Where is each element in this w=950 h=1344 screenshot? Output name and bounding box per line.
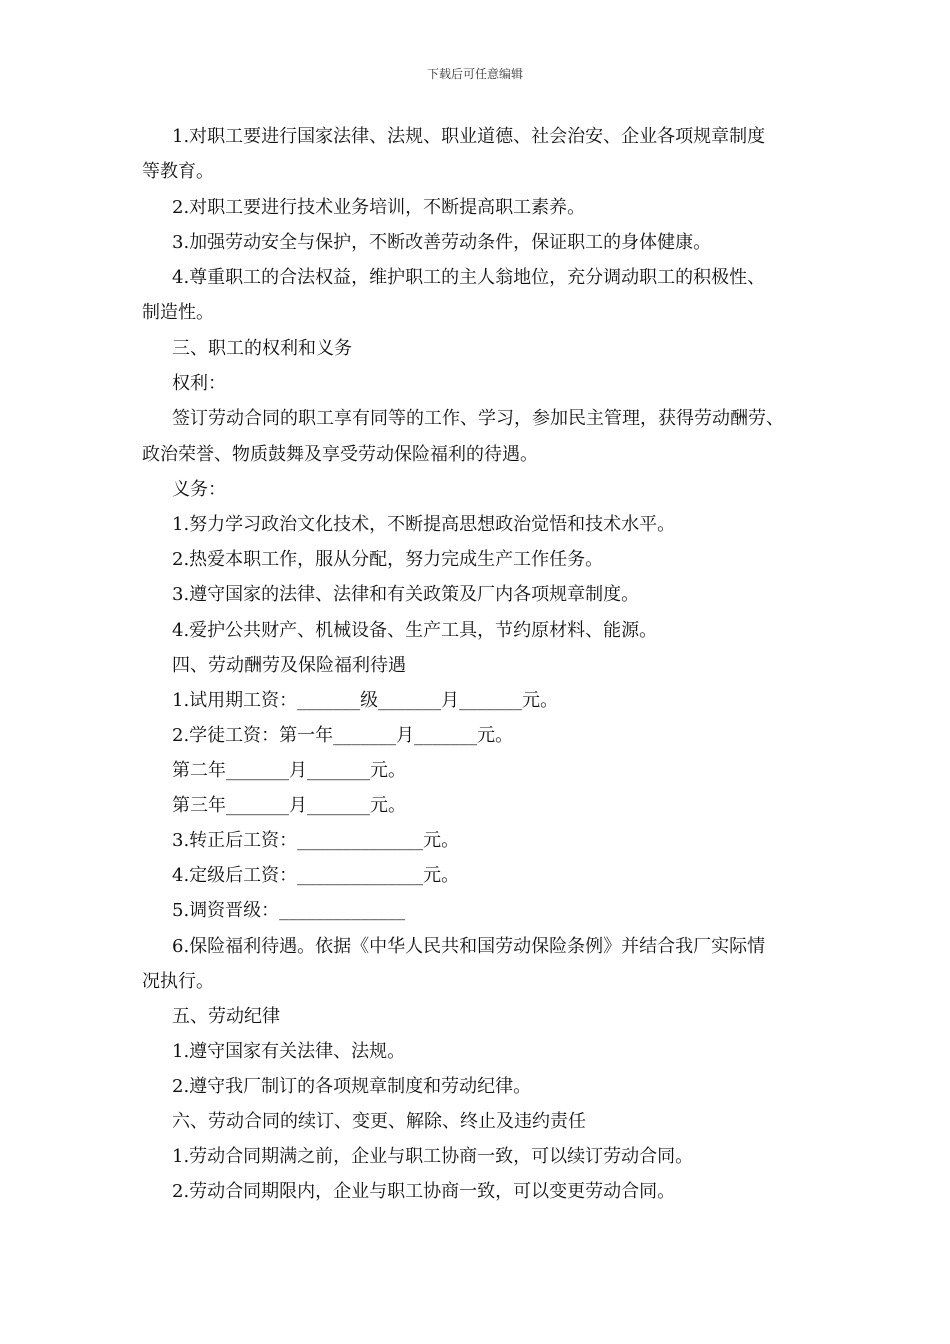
- section-heading: 四、劳动酬劳及保险福利待遇: [172, 655, 406, 676]
- paragraph-line: 2.对职工要进行技术业务培训，不断提高职工素养。: [172, 197, 586, 218]
- form-line: 4.定级后工资：______________元。: [172, 865, 460, 886]
- paragraph-line: 1.遵守国家有关法律、法规。: [172, 1041, 406, 1062]
- form-line: 第三年_______月_______元。: [172, 795, 406, 816]
- form-line: 3.转正后工资：______________元。: [172, 830, 460, 851]
- paragraph-line: 1.对职工要进行国家法律、法规、职业道德、社会治安、企业各项规章制度: [172, 126, 766, 147]
- form-line: 第二年_______月_______元。: [172, 760, 406, 781]
- form-line: 2.学徒工资：第一年_______月_______元。: [172, 725, 514, 746]
- paragraph-line: 1.努力学习政治文化技术，不断提高思想政治觉悟和技术水平。: [172, 514, 676, 535]
- section-heading: 五、劳动纪律: [172, 1006, 280, 1027]
- paragraph-line: 2.热爱本职工作，服从分配，努力完成生产工作任务。: [172, 549, 604, 570]
- paragraph-line: 等教育。: [142, 161, 214, 182]
- form-line: 5.调资晋级：______________: [172, 900, 406, 921]
- paragraph-line: 制造性。: [142, 302, 214, 323]
- paragraph-line: 2.劳动合同期限内，企业与职工协商一致，可以变更劳动合同。: [172, 1181, 676, 1202]
- paragraph-line: 况执行。: [142, 971, 214, 992]
- paragraph-line: 4.爱护公共财产、机械设备、生产工具，节约原材料、能源。: [172, 620, 658, 641]
- paragraph-line: 签订劳动合同的职工享有同等的工作、学习，参加民主管理，获得劳动酬劳、: [172, 408, 784, 429]
- section-heading: 六、劳动合同的续订、变更、解除、终止及违约责任: [172, 1111, 586, 1132]
- section-heading: 三、职工的权利和义务: [172, 338, 352, 359]
- paragraph-line: 政治荣誉、物质鼓舞及享受劳动保险福利的待遇。: [142, 444, 538, 465]
- paragraph-line: 1.劳动合同期满之前，企业与职工协商一致，可以续订劳动合同。: [172, 1146, 694, 1167]
- subheading: 义务：: [172, 479, 226, 500]
- paragraph-line: 4.尊重职工的合法权益，维护职工的主人翁地位，充分调动职工的积极性、: [172, 267, 766, 288]
- paragraph-line: 2.遵守我厂制订的各项规章制度和劳动纪律。: [172, 1076, 532, 1097]
- paragraph-line: 3.加强劳动安全与保护，不断改善劳动条件，保证职工的身体健康。: [172, 232, 712, 253]
- form-line: 1.试用期工资：_______级_______月_______元。: [172, 690, 559, 711]
- subheading: 权利：: [172, 373, 226, 394]
- page-header-note: 下载后可任意编辑: [426, 67, 523, 81]
- paragraph-line: 6.保险福利待遇。依据《中华人民共和国劳动保险条例》并结合我厂实际情: [172, 936, 766, 957]
- paragraph-line: 3.遵守国家的法律、法律和有关政策及厂内各项规章制度。: [172, 584, 640, 605]
